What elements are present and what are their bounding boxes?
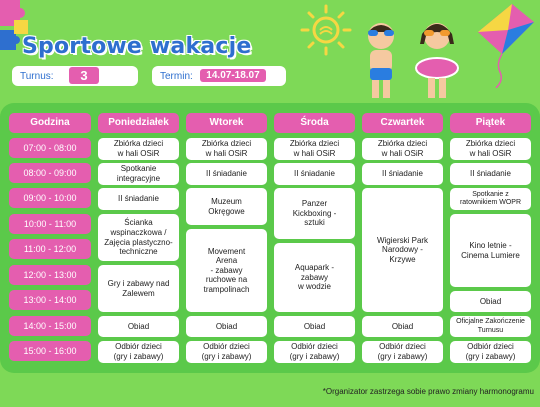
boy-swimmer-icon [356,18,406,102]
sun-icon [296,4,358,56]
activity-cell: Odbiór dzieci (gry i zabawy) [274,341,355,363]
termin-label: Termin: [160,71,193,82]
header-poniedzialek: Poniedziałek [98,113,179,133]
time-slot: 14:00 - 15:00 [9,316,91,336]
time-slot: 12:00 - 13:00 [9,265,91,285]
time-slot: 11:00 - 12:00 [9,239,91,259]
header-sroda: Środa [274,113,355,133]
activity-cell: Wigierski Park Narodowy - Krzywe [362,188,443,312]
time-slot: 07:00 - 08:00 [9,138,91,158]
activity-cell: Oficjalne Zakończenie Turnusu [450,316,531,337]
termin-box [152,66,286,86]
activity-cell: II śniadanie [186,163,267,185]
termin-value: 14.07-18.07 [200,69,266,82]
activity-cell: Gry i zabawy nad Zalewem [98,265,179,312]
activity-cell: Zbiórka dzieci w hali OSiR [362,138,443,160]
header-piatek: Piątek [450,113,531,133]
activity-cell: Zbiórka dzieci w hali OSiR [186,138,267,160]
activity-cell: Zbiórka dzieci w hali OSiR [450,138,531,160]
activity-cell: II śniadanie [98,188,179,210]
time-slot: 15:00 - 16:00 [9,341,91,361]
activity-cell: Zbiórka dzieci w hali OSiR [98,138,179,160]
activity-cell: Odbiór dzieci (gry i zabawy) [98,341,179,363]
activity-cell: Obiad [450,291,531,312]
activity-cell: Obiad [186,316,267,337]
footnote: *Organizator zastrzega sobie prawo zmiany harmonogramu [322,387,534,396]
kite-icon [468,2,538,88]
activity-cell: Odbiór dzieci (gry i zabawy) [362,341,443,363]
activity-cell: Ścianka wspinaczkowa / Zajęcia plastyczno- techniczne [98,214,179,261]
turnus-box [12,66,138,86]
activity-cell: Muzeum Okręgowe [186,188,267,225]
girl-swimmer-icon [412,18,462,102]
activity-cell: Spotkanie integracyjne [98,163,179,185]
activity-cell: Odbiór dzieci (gry i zabawy) [450,341,531,363]
activity-cell: Odbiór dzieci (gry i zabawy) [186,341,267,363]
activity-cell: Aquapark - zabawy w wodzie [274,243,355,312]
time-slot: 10:00 - 11:00 [9,214,91,234]
activity-cell: Obiad [98,316,179,337]
turnus-value: 3 [69,67,99,84]
header-wtorek: Wtorek [186,113,267,133]
activity-cell: II śniadanie [274,163,355,185]
header-godzina: Godzina [9,113,91,133]
header-czwartek: Czwartek [362,113,443,133]
activity-cell: Kino letnie - Cinema Lumiere [450,214,531,287]
activity-cell: Spotkanie z ratownikiem WOPR [450,188,531,210]
time-slot: 09:00 - 10:00 [9,188,91,208]
activity-cell: Obiad [274,316,355,337]
activity-cell: II śniadanie [450,163,531,185]
activity-cell: II śniadanie [362,163,443,185]
time-slot: 13:00 - 14:00 [9,290,91,310]
activity-cell: Zbiórka dzieci w hali OSiR [274,138,355,160]
time-slot: 08:00 - 09:00 [9,163,91,183]
activity-cell: Movement Arena - zabawy ruchowe na trampolinach [186,229,267,312]
turnus-label: Turnus: [20,71,54,82]
page-title: Sportowe wakacje [22,34,252,59]
activity-cell: Obiad [362,316,443,337]
activity-cell: Panzer Kickboxing - sztuki [274,188,355,239]
